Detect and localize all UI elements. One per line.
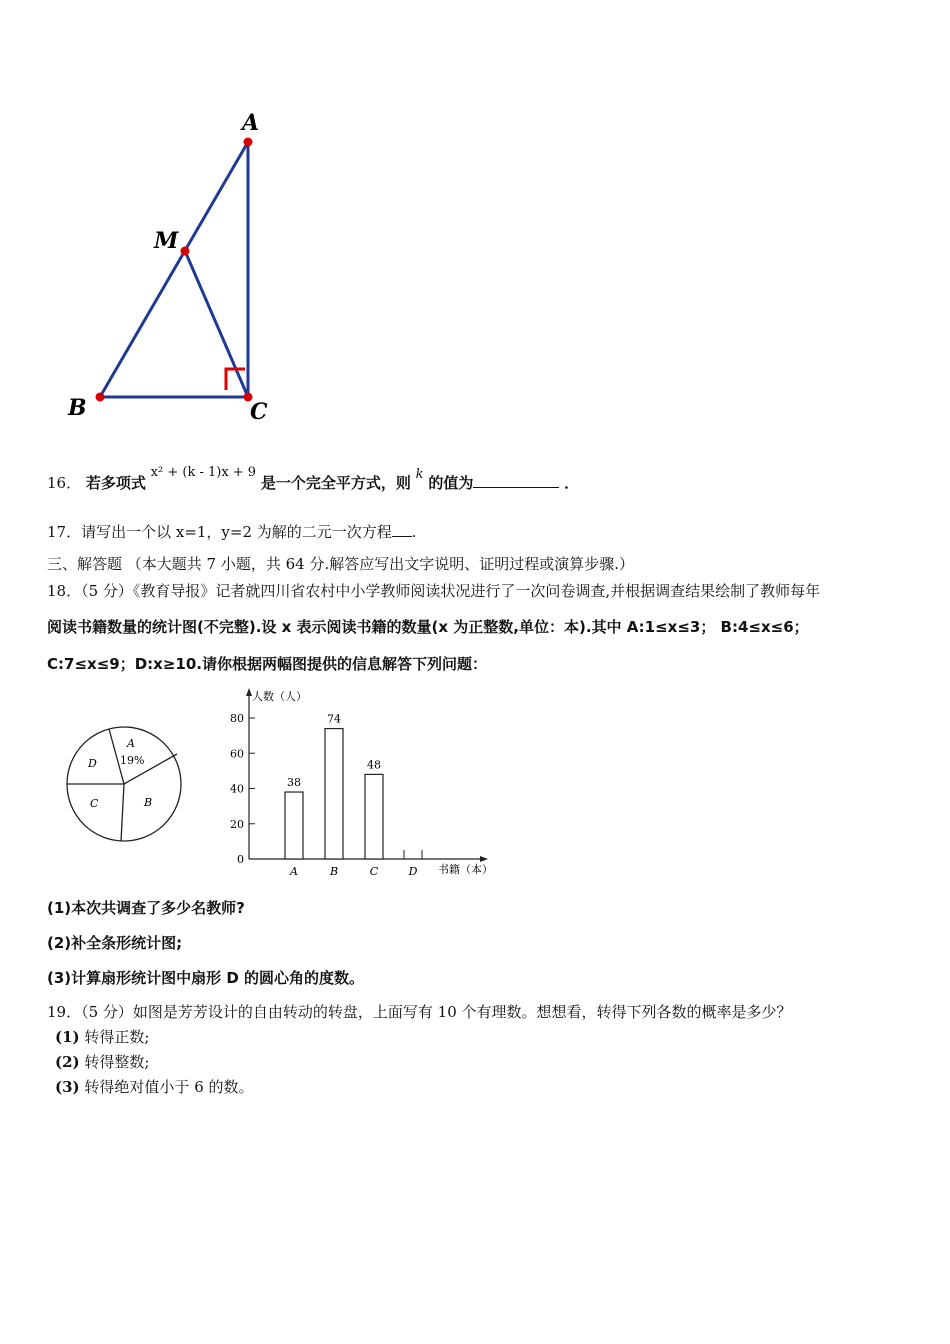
pie-label-a-percent: 19% bbox=[120, 754, 145, 767]
q16-suffix: 的值为 bbox=[428, 474, 474, 492]
q16-answer-blank bbox=[473, 473, 559, 488]
bar-c bbox=[365, 774, 383, 859]
q16-middle: 是一个完全平方式，则 bbox=[260, 474, 411, 492]
question-16 bbox=[47, 465, 580, 495]
bar-value-label: 74 bbox=[327, 712, 341, 726]
q19-sub-3 bbox=[55, 1077, 254, 1097]
bar-a bbox=[285, 792, 303, 859]
q16-prefix: 若多项式 bbox=[85, 474, 146, 492]
q19-sub-3-text: 转得绝对值小于 6 的数。 bbox=[84, 1078, 254, 1096]
section-3-title: 三、解答题 （本大题共 7 小题，共 64 分.解答应写出文字说明、证明过程或演算步骤.） bbox=[47, 555, 635, 573]
pie-label-c: C bbox=[90, 797, 99, 810]
question-17 bbox=[47, 522, 417, 542]
triangle-figure bbox=[60, 105, 300, 435]
q19-sub-1-text: 转得正数; bbox=[84, 1028, 150, 1046]
point-b bbox=[96, 393, 105, 402]
y-tick-label: 0 bbox=[237, 853, 244, 866]
q19-sub-1 bbox=[55, 1027, 149, 1047]
q19-sub-3-num: (3) bbox=[55, 1078, 80, 1096]
pie-divider-bc bbox=[121, 784, 124, 841]
bar-chart bbox=[220, 686, 510, 886]
x-tick-label: B bbox=[329, 865, 339, 878]
q16-number: 16． bbox=[47, 474, 82, 492]
point-m bbox=[181, 247, 190, 256]
bar-b bbox=[325, 729, 343, 859]
x-axis-label: 书籍（本） bbox=[438, 863, 493, 876]
q19-line-1: 19．（5 分）如图是芳芳设计的自由转动的转盘，上面写有 10 个有理数。想想看，转得下列各数的概率是多少？ bbox=[47, 1003, 792, 1021]
q17-text: 17．请写出一个以 x=1，y=2 为解的二元一次方程 bbox=[47, 523, 392, 541]
q18-sub-1: (1)本次共调查了多少名教师? bbox=[47, 899, 245, 917]
bar-value-label: 38 bbox=[287, 776, 301, 790]
label-m: M bbox=[154, 228, 179, 254]
q16-variable: k bbox=[415, 467, 424, 482]
label-b: B bbox=[68, 395, 87, 421]
pie-label-d: D bbox=[88, 757, 97, 770]
q16-end: ． bbox=[564, 474, 580, 492]
x-tick-label: D bbox=[408, 865, 418, 878]
pie-label-a: A bbox=[127, 737, 135, 750]
y-tick-label: 40 bbox=[230, 782, 244, 796]
x-tick-label: A bbox=[290, 865, 298, 878]
x-tick-label: C bbox=[369, 865, 379, 878]
q18-line-1: 18．（5 分）《教育导报》记者就四川省农村中小学教师阅读状况进行了一次问卷调查,并根据调查结果绘制了教师每年 bbox=[47, 582, 821, 600]
q18-sub-2: (2)补全条形统计图; bbox=[47, 934, 183, 952]
segment-mc bbox=[185, 251, 248, 397]
y-tick-label: 60 bbox=[230, 747, 244, 761]
y-tick-label: 20 bbox=[230, 817, 244, 831]
segment-ab bbox=[100, 142, 248, 397]
point-a bbox=[244, 138, 253, 147]
y-axis-label: 人数（人） bbox=[252, 690, 307, 703]
q19-sub-2-num: (2) bbox=[55, 1053, 80, 1071]
pie-label-b: B bbox=[144, 796, 153, 809]
q17-answer-blank bbox=[392, 522, 412, 537]
x-axis-arrow bbox=[480, 856, 488, 862]
q16-expression: x² + (k - 1)x + 9 bbox=[150, 465, 257, 480]
q18-line-3: C:7≤x≤9；D:x≥10.请你根据两幅图提供的信息解答下列问题： bbox=[47, 655, 487, 673]
q17-end: . bbox=[411, 523, 417, 541]
q18-sub-3: (3)计算扇形统计图中扇形 D 的圆心角的度数。 bbox=[47, 969, 365, 987]
q19-sub-2-text: 转得整数; bbox=[84, 1053, 150, 1071]
q19-sub-1-num: (1) bbox=[55, 1028, 80, 1046]
q19-sub-2 bbox=[55, 1052, 149, 1072]
pie-chart bbox=[60, 722, 190, 847]
q18-line-2: 阅读书籍数量的统计图(不完整).设 x 表示阅读书籍的数量(x 为正整数,单位：本).其中 A:1≤x≤3； B:4≤x≤6； bbox=[47, 618, 809, 636]
bar-value-label: 48 bbox=[367, 758, 381, 772]
label-c: C bbox=[250, 399, 268, 425]
label-a: A bbox=[242, 110, 260, 136]
y-tick-label: 80 bbox=[230, 712, 244, 725]
